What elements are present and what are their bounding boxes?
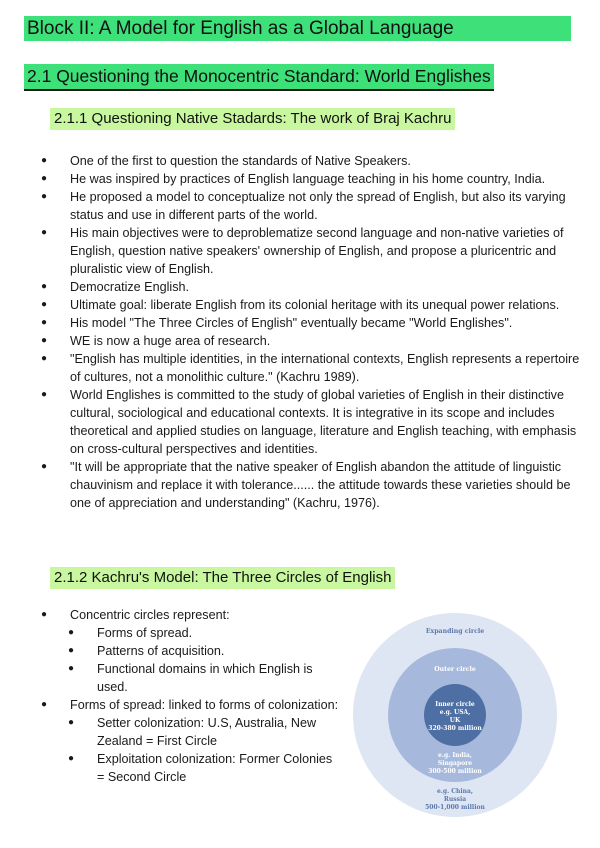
list-item: ● One of the first to question the standards of Native Speakers. — [41, 154, 411, 168]
expanding-circle-example: e.g. China, — [436, 788, 474, 795]
list-subitem: ● Setter colonization: U.S, Australia, New Zealand = First Circle — [68, 716, 317, 748]
inner-circle-label: Inner circle — [435, 701, 475, 708]
section-title: 2.1 Questioning the Monocentric Standard: World Englishes — [24, 64, 494, 91]
model-list — [0, 606, 340, 786]
bullet-icon: ● — [41, 461, 48, 472]
bullet-icon: ● — [41, 317, 48, 328]
subsection-title-2: 2.1.2 Kachru's Model: The Three Circles of English — [50, 567, 395, 589]
list-item: ● He was inspired by practices of English language teaching in his home country, India. — [41, 172, 546, 186]
bullet-icon: ● — [41, 609, 48, 620]
expanding-circle-population: 500-1,000 million — [425, 804, 485, 811]
outer-circle-example: e.g. India, — [438, 752, 472, 759]
bullet-icon: ● — [41, 389, 48, 400]
list-item: ● "English has multiple identities, in the international contexts, English represents a repertoire of cultures, not a monolithic culture." (Kachru 1989). — [41, 352, 580, 384]
list-item: ● His model "The Three Circles of English" eventually became "World Englishes". — [41, 316, 513, 330]
inner-circle-example: UK — [449, 717, 461, 724]
bullet-icon: ● — [68, 717, 75, 728]
list-subitem: ● Patterns of acquisition. — [68, 644, 225, 658]
bullet-icon: ● — [41, 191, 48, 202]
list-item: ● "It will be appropriate that the native speaker of English abandon the attitude of linguistic chauvinism and replace it with tolerance...... the attitude towards these varieties should be one of appreciation and understanding" (Kachru, 1976). — [41, 460, 571, 510]
outer-circle-population: 300-500 million — [428, 768, 482, 775]
list-subitem: ● Functional domains in which English is used. — [68, 662, 313, 694]
bullet-icon: ● — [41, 173, 48, 184]
list-item: ● World Englishes is committed to the study of global varieties of English in their distinctive cultural, sociological and educational contexts. It is integrative in its scope and includes theoretical and applied studies on language, literature and English teaching, with emphasis on cross-cultural perspectives and identities. — [41, 388, 577, 456]
bullet-icon: ● — [41, 299, 48, 310]
list-item: ● He proposed a model to conceptualize not only the spread of English, but also its varying status and use in different parts of the world. — [41, 190, 566, 222]
outer-circle-label: Outer circle — [434, 666, 476, 673]
expanding-circle-example: Russia — [443, 796, 467, 803]
bullet-icon: ● — [68, 663, 75, 674]
bullet-icon: ● — [68, 645, 75, 656]
inner-circle-population: 320-380 million — [428, 725, 482, 732]
subsection-title-1: 2.1.1 Questioning Native Stadards: The work of Braj Kachru — [50, 108, 455, 130]
block-title: Block II: A Model for English as a Global Language — [24, 16, 571, 41]
inner-circle-example: e.g. USA, — [439, 709, 471, 716]
bullet-icon: ● — [41, 353, 48, 364]
bullet-icon: ● — [68, 753, 75, 764]
list-item: ● Concentric circles represent: — [41, 608, 230, 622]
three-circles-diagram — [352, 612, 558, 818]
bullet-icon: ● — [41, 227, 48, 238]
bullet-icon: ● — [41, 155, 48, 166]
list-subitem: ● Exploitation colonization: Former Colonies = Second Circle — [68, 752, 333, 784]
list-item: ● His main objectives were to deproblematize second language and non-native varieties of English, question native speakers' ownership of English, and propose a pluricentric and pluralistic view of English. — [41, 226, 564, 276]
bullet-icon: ● — [41, 335, 48, 346]
list-item: ● Democratize English. — [41, 280, 189, 294]
list-item: ● Ultimate goal: liberate English from its colonial heritage with its unequal power relations. — [41, 298, 560, 312]
objectives-list — [0, 152, 580, 512]
list-item: ● WE is now a huge area of research. — [41, 334, 271, 348]
bullet-icon: ● — [41, 699, 48, 710]
list-subitem: ● Forms of spread. — [68, 626, 193, 640]
bullet-icon: ● — [68, 627, 75, 638]
list-item: ● Forms of spread: linked to forms of colonization: — [41, 698, 339, 712]
bullet-icon: ● — [41, 281, 48, 292]
expanding-circle-label: Expanding circle — [425, 628, 485, 635]
outer-circle-example: Singapore — [437, 760, 473, 767]
